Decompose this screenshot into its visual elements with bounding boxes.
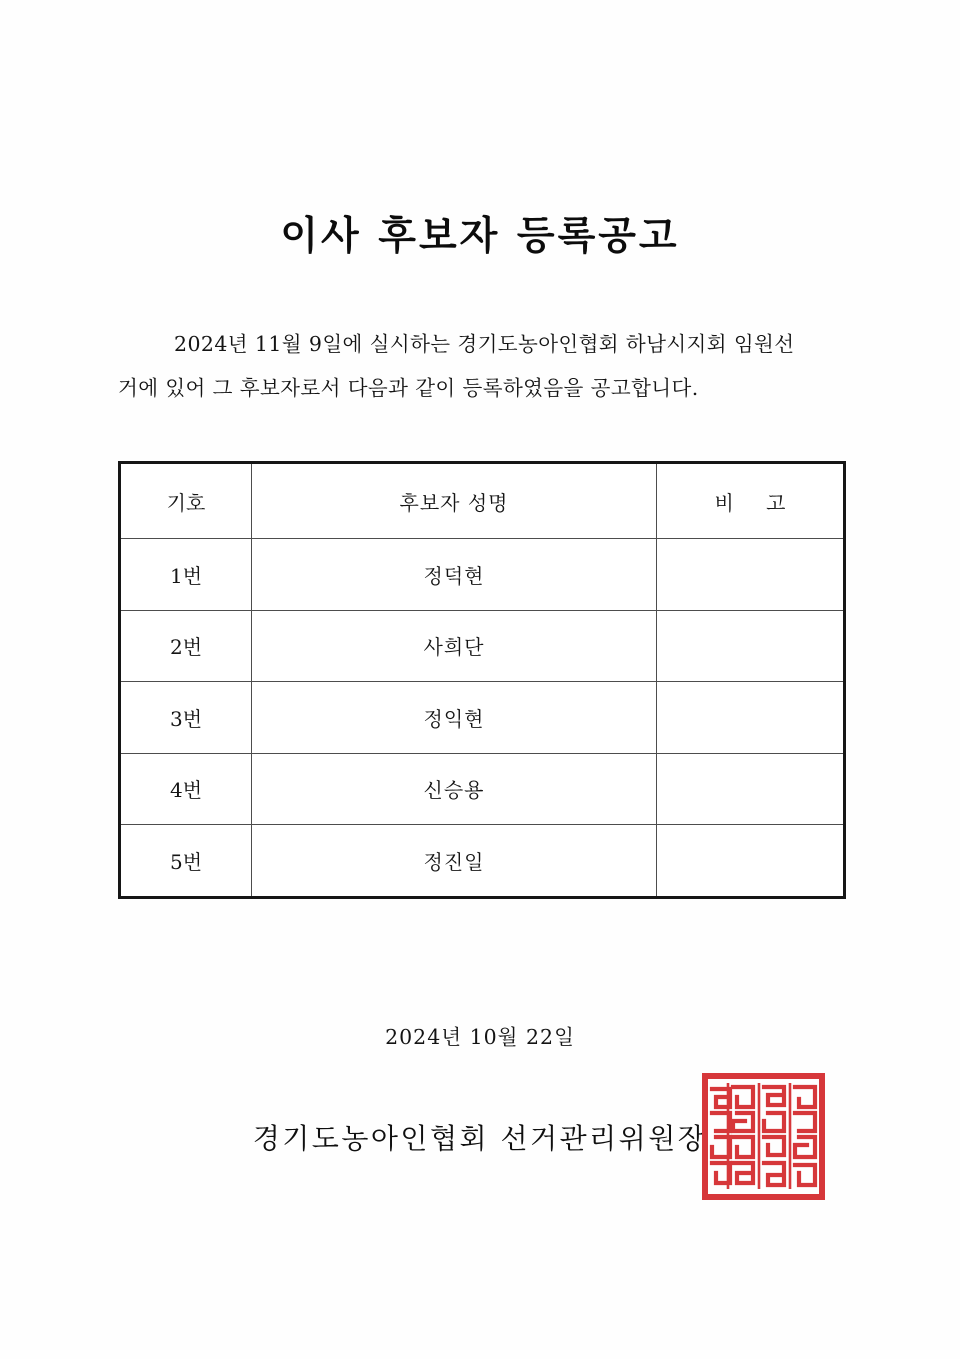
table-header-row: [120, 463, 845, 539]
cell-note: [657, 753, 845, 825]
table-row: [120, 753, 845, 825]
candidate-table: [118, 461, 846, 899]
body-line-2: 거에 있어 그 후보자로서 다음과 같이 등록하였음을 공고합니다.: [118, 376, 699, 400]
cell-number: 2번: [120, 610, 252, 682]
cell-name: 사희단: [252, 610, 657, 682]
cell-name: 신승용: [252, 753, 657, 825]
page-title: 이사 후보자 등록공고: [280, 213, 680, 259]
cell-name: 정익현: [252, 682, 657, 754]
official-seal-icon: [702, 1073, 825, 1200]
cell-note: [657, 682, 845, 754]
column-header-note: 비 고: [657, 463, 845, 539]
cell-name: 정진일: [252, 825, 657, 898]
cell-number: 1번: [120, 539, 252, 611]
cell-number: 3번: [120, 682, 252, 754]
table-row: [120, 539, 845, 611]
cell-note: [657, 610, 845, 682]
signature-line: 경기도농아인협회 선거관리위원장: [252, 1122, 708, 1155]
table-row: [120, 825, 845, 898]
cell-number: 4번: [120, 753, 252, 825]
table-row: [120, 682, 845, 754]
column-header-number: 기호: [120, 463, 252, 539]
body-line-1: 2024년 11월 9일에 실시하는 경기도농아인협회 하남시지회 임원선: [174, 332, 795, 356]
column-header-name: 후보자 성명: [252, 463, 657, 539]
cell-name: 정덕현: [252, 539, 657, 611]
issue-date: 2024년 10월 22일: [385, 1025, 575, 1049]
cell-note: [657, 825, 845, 898]
table-row: [120, 610, 845, 682]
cell-number: 5번: [120, 825, 252, 898]
announcement-body: [118, 322, 844, 410]
cell-note: [657, 539, 845, 611]
